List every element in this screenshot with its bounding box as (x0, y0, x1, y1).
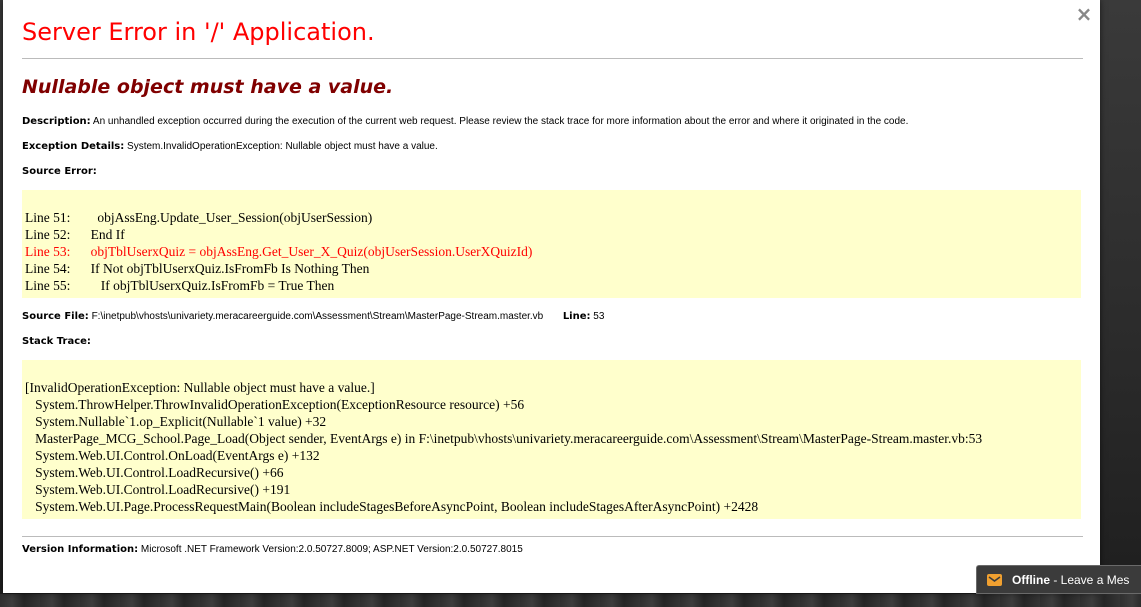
background-strip (0, 594, 1141, 607)
stack-trace-line (22, 336, 91, 347)
chat-label (1012, 573, 1129, 587)
version-info-label: Version Information: (22, 544, 139, 555)
stack-trace-box (22, 360, 1081, 519)
line-code: If Not objTblUserxQuiz.IsFromFb Is Nothing Then (70, 261, 370, 276)
mail-icon (987, 574, 1002, 586)
source-line-value: 53 (593, 311, 605, 322)
source-line (25, 226, 1081, 243)
stack-trace-label: Stack Trace: (22, 336, 91, 347)
line-number: Line 55: (25, 278, 71, 293)
source-error-line (22, 166, 97, 177)
line-code: End If (70, 227, 125, 242)
stack-line: [InvalidOperationException: Nullable object must have a value.] (25, 380, 375, 395)
close-icon[interactable]: × (1075, 2, 1093, 26)
source-line (25, 277, 1081, 294)
error-heading: Nullable object must have a value. (22, 76, 394, 98)
version-divider (22, 536, 1083, 537)
description-line (22, 116, 908, 127)
source-line (25, 209, 1081, 226)
line-code: objAssEng.Update_User_Session(objUserSession) (70, 210, 373, 225)
stack-line: System.Web.UI.Page.ProcessRequestMain(Boolean includeStagesBeforeAsyncPoint, Boolean includeStagesAfterAsyncPoint) +2428 (25, 499, 759, 514)
title-divider (22, 58, 1083, 59)
line-number: Line 53: (25, 244, 71, 259)
source-file-label: Source File: (22, 311, 89, 322)
stack-line: System.Web.UI.Control.LoadRecursive() +66 (25, 465, 284, 480)
exception-details-line (22, 141, 438, 152)
line-number: Line 54: (25, 261, 71, 276)
source-line-error (25, 243, 1081, 260)
stack-line: MasterPage_MCG_School.Page_Load(Object sender, EventArgs e) in F:\inetpub\vhosts\univariety.meracareerguide.com\Assessment\Stream\MasterPage-Stream.master.vb:53 (25, 431, 983, 446)
version-info-text: Microsoft .NET Framework Version:2.0.50727.8009; ASP.NET Version:2.0.50727.8015 (140, 544, 523, 555)
description-text: An unhandled exception occurred during the execution of the current web request. Please review the stack trace for more information about the error and where it originated in the code. (92, 116, 909, 127)
line-number: Line 51: (25, 210, 71, 225)
page-title: Server Error in '/' Application. (22, 18, 375, 46)
description-label: Description: (22, 116, 91, 127)
stack-line: System.Web.UI.Control.LoadRecursive() +191 (25, 482, 291, 497)
source-file-path: F:\inetpub\vhosts\univariety.meracareerguide.com\Assessment\Stream\MasterPage-Stream.master.vb (91, 311, 544, 322)
line-code: objTblUserxQuiz = objAssEng.Get_User_X_Quiz(objUserSession.UserXQuizId) (70, 244, 533, 259)
line-number: Line 52: (25, 227, 71, 242)
stack-line: System.Nullable`1.op_Explicit(Nullable`1 value) +32 (25, 414, 327, 429)
source-file-line (22, 311, 604, 322)
error-dialog (3, 0, 1100, 593)
chat-status: Offline (1012, 573, 1050, 587)
chat-message: - Leave a Mes (1050, 573, 1130, 587)
source-code-box (22, 190, 1081, 298)
line-code: If objTblUserxQuiz.IsFromFb = True Then (70, 278, 335, 293)
source-error-label: Source Error: (22, 166, 97, 177)
stack-line: System.Web.UI.Control.OnLoad(EventArgs e) +132 (25, 448, 320, 463)
exception-details-label: Exception Details: (22, 141, 125, 152)
stack-line: System.ThrowHelper.ThrowInvalidOperationException(ExceptionResource resource) +56 (25, 397, 525, 412)
offline-chat-tab[interactable] (976, 565, 1141, 594)
exception-details-text: System.InvalidOperationException: Nullable object must have a value. (127, 141, 438, 152)
source-line-label: Line: (562, 311, 591, 322)
source-line (25, 260, 1081, 277)
version-info-line (22, 544, 523, 555)
